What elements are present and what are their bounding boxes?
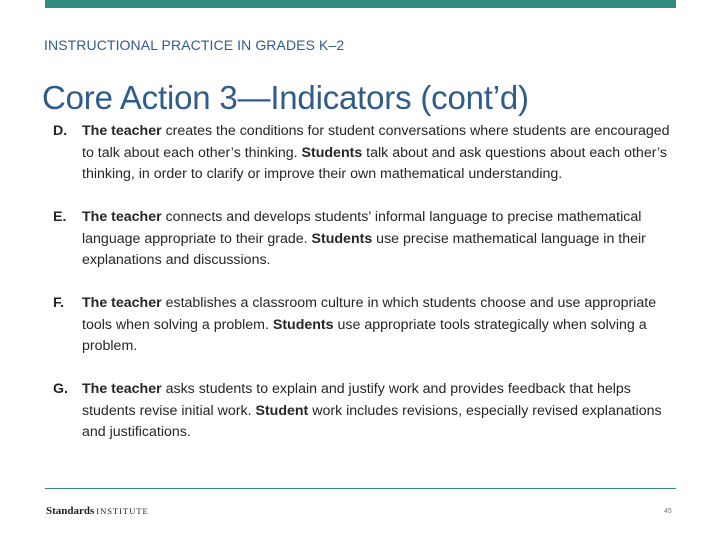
indicator-actor-students: Student [255,402,309,419]
page-title: Core Action 3—Indicators (cont’d) [42,79,529,117]
indicator-text: connects and develops students’ informal language to precise mathematical language appropriate to their grade. [82,209,642,247]
footer-divider [45,488,676,489]
indicator-actor-teacher: The teacher [82,295,162,311]
indicator-actor-students: Students [301,144,363,161]
indicator-actor-teacher: The teacher [82,381,162,397]
page-number: 45 [664,508,672,515]
indicator-item-f [53,293,683,358]
indicator-text: use precise mathematical language in their explanations and discussions. [82,230,646,268]
indicator-text: asks students to explain and justify work and provides feedback that helps students revise initial work. [82,381,631,419]
indicator-actor-students: Students [272,316,334,333]
indicator-item-e [53,207,683,272]
indicator-text: establishes a classroom culture in which students choose and use appropriate tools when solving a problem. [82,295,657,333]
indicator-letter: E. [53,209,67,225]
indicator-letter: D. [53,123,68,139]
indicator-actor-teacher: The teacher [82,123,162,139]
indicator-text: use appropriate tools strategically when solving a problem. [82,316,647,354]
indicator-text: work includes revisions, especially revised explanations and justifications. [82,402,662,440]
top-accent-bar [45,0,676,8]
indicator-item-g [53,379,683,444]
indicator-list [53,121,683,465]
indicator-actor-teacher: The teacher [82,209,162,225]
section-kicker: INSTRUCTIONAL PRACTICE IN GRADES K–2 [44,37,345,53]
logo-suffix-text: INSTITUTE [96,506,149,516]
indicator-letter: G. [53,381,68,397]
indicator-actor-students: Students [311,230,373,247]
indicator-text: creates the conditions for student conversations where students are encouraged to talk about each other’s thinking. [82,123,670,161]
logo-brand-text: Standards [46,505,95,517]
indicator-item-d [53,121,683,186]
indicator-letter: F. [53,295,65,311]
indicator-text: talk about and ask questions about each other’s thinking, in order to clarify or improve their own mathematical understanding. [82,144,667,182]
standards-institute-logo [46,505,149,517]
